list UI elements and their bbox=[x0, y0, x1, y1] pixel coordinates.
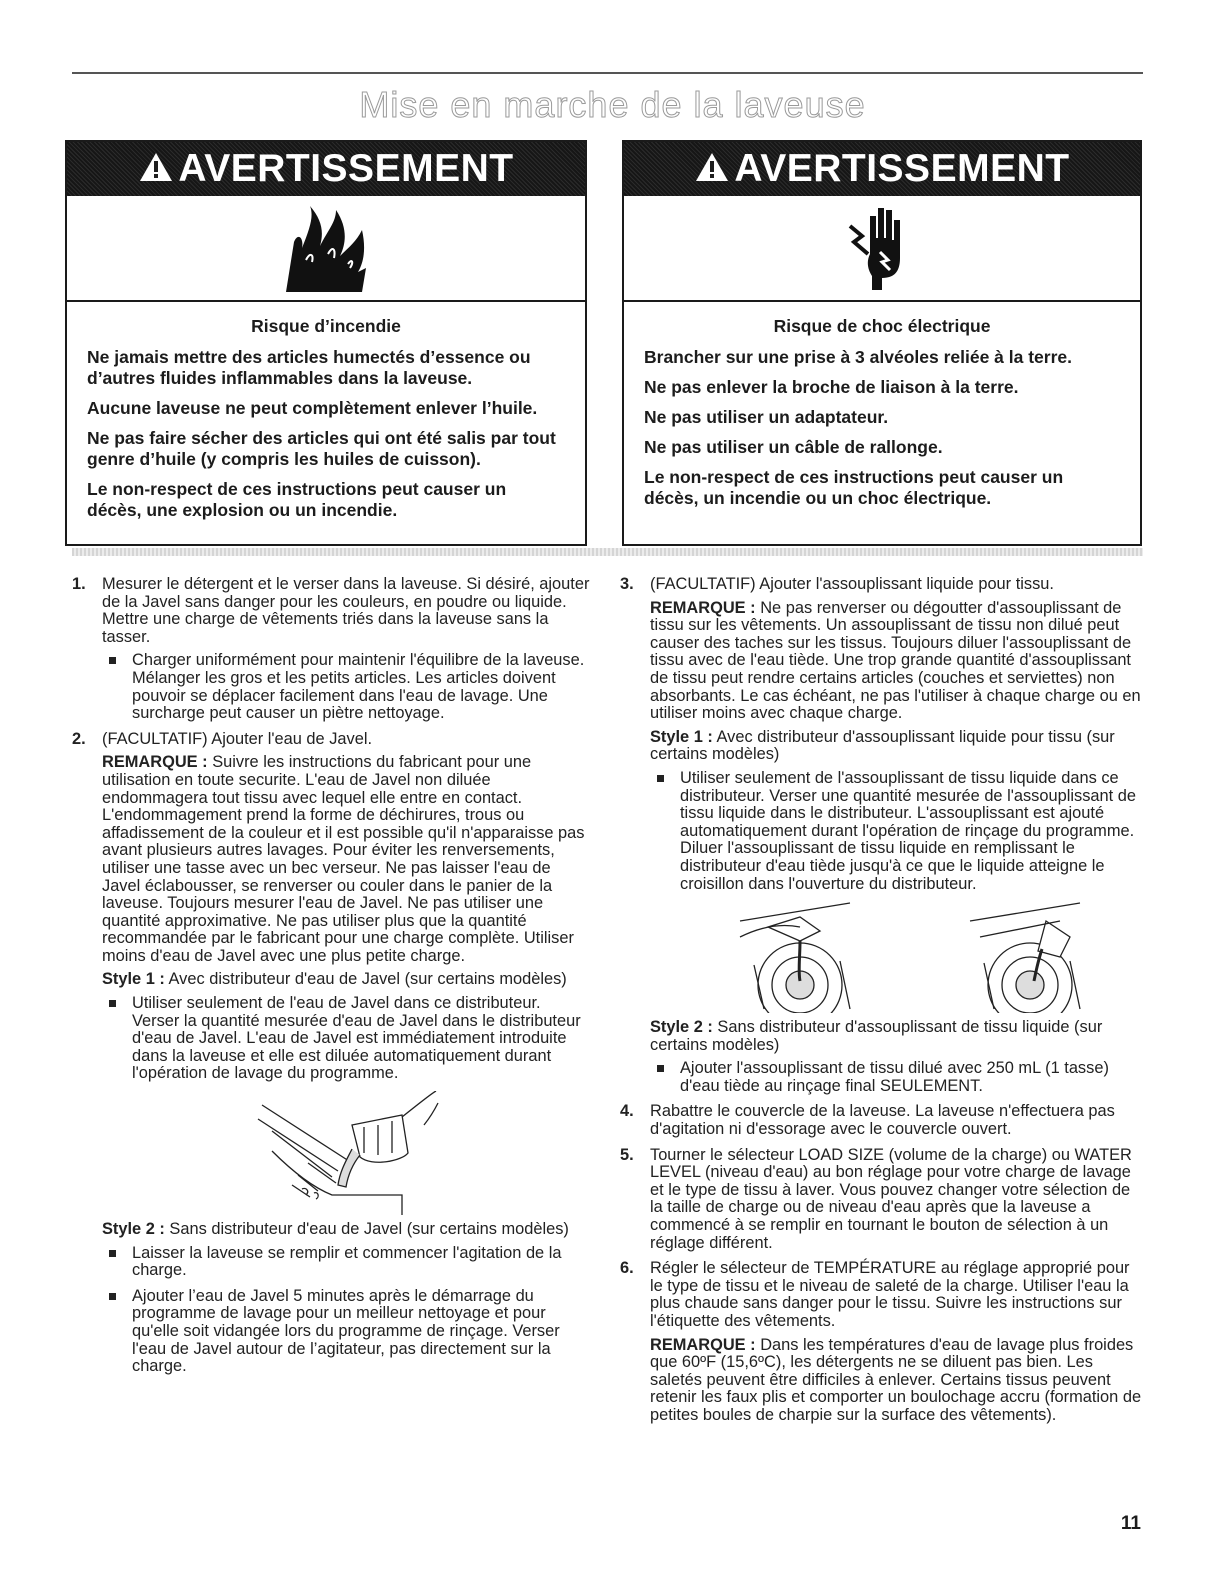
step-number: 3. bbox=[620, 575, 634, 593]
step-1 bbox=[72, 576, 592, 723]
style-1 bbox=[102, 971, 592, 989]
bullet-item bbox=[650, 770, 1146, 893]
warning-line: Le non-respect de ces instructions peut causer un décès, une explosion ou un incendie. bbox=[87, 479, 507, 520]
pouring-cup-illustration bbox=[102, 1091, 592, 1215]
page-number: 11 bbox=[1120, 1513, 1141, 1534]
bullet-square-icon bbox=[657, 775, 664, 782]
bullet-item bbox=[102, 1245, 592, 1280]
bullet-square-icon bbox=[657, 1065, 664, 1072]
bullet-text: Charger uniformément pour maintenir l'équilibre de la laveuse. Mélanger les gros et les petits articles. Les articles doivent pouvoir se déplacer facilement dans l'eau de lavage. Une surcharge peut causer un piètre nettoyage. bbox=[132, 651, 585, 723]
step-6 bbox=[620, 1260, 1146, 1424]
step-number: 4. bbox=[620, 1102, 634, 1121]
top-rule bbox=[72, 72, 1143, 74]
step-text: Tourner le sélecteur LOAD SIZE (volume de la charge) ou WATER LEVEL (niveau d'eau) au bon réglage pour votre charge de lavage et le type de tissu à laver. Vous pouvez changer votre sélection de la taille de charge ou de niveau d'eau après que la laveuse a commencé à se remplir en tournant le bouton de sélection à un réglage différent. bbox=[650, 1145, 1132, 1252]
bullet-square-icon bbox=[109, 1293, 116, 1300]
note-text: Dans les températures d'eau de lavage plus froides que 60ºF (15,6ºC), les détergents ne se diluent pas bien. Les saletés peuvent être difficiles à enlever. Certains tissus peuvent retenir les faux plis et comporter un boulochage accru (formation de petites boules de charpie sur la surface des vêtements). bbox=[650, 1335, 1142, 1424]
bullet-item bbox=[102, 1288, 592, 1376]
note-label: REMARQUE : bbox=[650, 598, 756, 617]
step-4 bbox=[620, 1103, 1146, 1138]
step-number: 2. bbox=[72, 729, 86, 748]
warning-header-text: AVERTISSEMENT bbox=[178, 147, 514, 190]
note-text: Suivre les instructions du fabricant pour une utilisation en toute securite. L'eau de Javel non diluée endommagera tout tissu avec lequel elle entre en contact. L'endommagement prend la forme de déchirures, trous ou affadissement de la couleur et il est possible qu'il n'apparaisse pas avant plusieurs autres lavages. Pour éviter les renversements, utiliser une tasse avec un bec verseur. Ne pas laisser l'eau de Javel éclabousser, se renverser ou couler dans le panier de la laveuse. Toujours mesurer l'eau de Javel. Ne pas utiliser une quantité approximative. Ne pas utiliser plus que la quantité recommandée par le fabricant pour une charge complète. Utiliser moins d'eau de Javel avec une plus petite charge. bbox=[102, 753, 585, 965]
style-text: Avec distributeur d'eau de Javel (sur certains modèles) bbox=[168, 970, 567, 989]
style-label: Style 1 : bbox=[650, 727, 713, 746]
shock-hazard-illustration bbox=[624, 196, 1140, 302]
style-2 bbox=[650, 1019, 1146, 1054]
electric-shock-warning-box bbox=[622, 140, 1142, 546]
bullet-item bbox=[650, 1060, 1146, 1095]
softener-dispenser-illustration bbox=[650, 901, 1146, 1013]
style-text: Sans distributeur d'eau de Javel (sur certains modèles) bbox=[169, 1220, 569, 1239]
warning-line: Ne pas utiliser un adaptateur. bbox=[644, 407, 889, 427]
style-label: Style 1 : bbox=[102, 970, 165, 989]
step-text: Rabattre le couvercle de la laveuse. La laveuse n'effectuera pas d'agitation ni d'essorage avec le couvercle ouvert. bbox=[650, 1102, 1115, 1139]
note-label: REMARQUE : bbox=[102, 753, 208, 772]
step-5 bbox=[620, 1147, 1146, 1253]
warning-line: Ne pas faire sécher des articles qui ont été salis par tout genre d’huile (y compris les huiles de cuisson). bbox=[87, 428, 556, 469]
step-number: 1. bbox=[72, 575, 86, 593]
section-separator bbox=[72, 548, 1143, 556]
warning-line: Ne pas utiliser un câble de rallonge. bbox=[644, 437, 943, 457]
note bbox=[650, 600, 1146, 723]
bullet-text: Utiliser seulement de l'eau de Javel dans ce distributeur. Verser la quantité mesurée d'eau de Javel dans le distributeur d'eau de Javel. L'eau de Javel est immédiatement introduite dans la laveuse et elle est diluée automatiquement durant l'opération de lavage du programme. bbox=[132, 994, 581, 1083]
warning-subtitle: Risque d’incendie bbox=[251, 316, 401, 336]
style-label: Style 2 : bbox=[650, 1018, 713, 1037]
step-number: 5. bbox=[620, 1145, 634, 1164]
warning-line: Le non-respect de ces instructions peut causer un décès, un incendie ou un choc électrique. bbox=[644, 467, 1064, 508]
style-label: Style 2 : bbox=[102, 1220, 165, 1239]
bullet-text: Laisser la laveuse se remplir et commencer l'agitation de la charge. bbox=[132, 1243, 562, 1280]
bullet-square-icon bbox=[109, 1000, 116, 1007]
bleach-dispenser-illustration bbox=[102, 1091, 592, 1215]
bullet-item bbox=[102, 652, 592, 722]
warning-line: Ne pas enlever la broche de liaison à la terre. bbox=[644, 377, 1019, 397]
page-title: Mise en marche de la laveuse bbox=[359, 84, 866, 125]
style-text: Sans distributeur d'assouplissant de tissu liquide (sur certains modèles) bbox=[650, 1018, 1103, 1054]
warning-header bbox=[67, 142, 585, 196]
bullet-text: Ajouter l’eau de Javel 5 minutes après le démarrage du programme de lavage pour un meilleur nettoyage et pour qu'elle soit vidangée lors du programme de rinçage. Verser l'eau de Javel autour de l’agitateur, pas directement sur la charge. bbox=[132, 1286, 560, 1376]
fire-hazard-illustration bbox=[67, 196, 585, 302]
style-1 bbox=[650, 729, 1146, 764]
warning-header-text: AVERTISSEMENT bbox=[734, 147, 1070, 190]
style-text: Avec distributeur d'assouplissant liquide pour tissu (sur certains modèles) bbox=[650, 727, 1115, 764]
step-number: 6. bbox=[620, 1259, 634, 1278]
bullet-text: Utiliser seulement de l'assouplissant de tissu liquide dans ce distributeur. Verser une quantité mesurée de l'assouplissant de tissu liquide dans le distributeur. L'assouplissant est ajouté automatiquement durant l'opération de rinçage du programme. Diluer l'assouplissant de tissu liquide en remplissant le distributeur d'eau tiède jusqu'à ce que le liquide atteigne le croisillon dans l'ouverture du distributeur. bbox=[680, 768, 1136, 893]
step-2 bbox=[72, 731, 592, 1376]
right-column bbox=[620, 576, 1146, 1433]
warning-line: Aucune laveuse ne peut complètement enlever l’huile. bbox=[87, 398, 538, 418]
bullet-item bbox=[102, 995, 592, 1083]
step-text: (FACULTATIF) Ajouter l'assouplissant liquide pour tissu. bbox=[650, 575, 1054, 593]
note-label: REMARQUE : bbox=[650, 1335, 756, 1354]
fire-icon bbox=[266, 202, 386, 294]
warning-subtitle: Risque de choc électrique bbox=[773, 316, 991, 336]
warning-header bbox=[624, 142, 1140, 196]
note bbox=[650, 1337, 1146, 1425]
step-3 bbox=[620, 576, 1146, 1095]
warning-triangle-icon bbox=[694, 144, 730, 198]
warning-triangle-icon bbox=[138, 144, 174, 198]
step-text: Régler le sélecteur de TEMPÉRATURE au réglage approprié pour le type de tissu et le niveau de saleté de la charge. Utiliser l'eau la plus chaude sans danger pour le tissu. Suivre les instructions sur l'étiquette des vêtements. bbox=[650, 1259, 1130, 1330]
left-column bbox=[72, 576, 592, 1384]
bullet-square-icon bbox=[109, 1250, 116, 1257]
fire-warning-box bbox=[65, 140, 587, 546]
bullet-square-icon bbox=[109, 657, 116, 664]
softener-pouring-illustration bbox=[650, 901, 1146, 1013]
electric-shock-hand-icon bbox=[842, 202, 922, 294]
step-text: Mesurer le détergent et le verser dans la laveuse. Si désiré, ajouter de la Javel sans danger pour les couleurs, en poudre ou liquide. Mettre une charge de vêtements triés dans la laveuse sans la tasser. bbox=[102, 575, 590, 646]
warning-line: Ne jamais mettre des articles humectés d’essence ou d’autres fluides inflammables dans la laveuse. bbox=[87, 347, 531, 388]
bullet-text: Ajouter l'assouplissant de tissu dilué avec 250 mL (1 tasse) d'eau tiède au rinçage final SEULEMENT. bbox=[680, 1059, 1109, 1095]
warning-line: Brancher sur une prise à 3 alvéoles reliée à la terre. bbox=[644, 347, 1073, 367]
note bbox=[102, 754, 592, 965]
step-text: (FACULTATIF) Ajouter l'eau de Javel. bbox=[102, 729, 373, 748]
style-2 bbox=[102, 1221, 592, 1239]
note-text: Ne pas renverser ou dégoutter d'assouplissant de tissu sur les vêtements. Un assouplissant de tissu non dilué peut causer des taches sur les tissus. Toujours diluer l'assouplissant de tissu avec de l'eau tiède. Une trop grande quantité d'assouplissant de tissu peut rendre certains articles (couches et serviettes) non absorbants. Le cas échéant, ne pas l'utiliser à chaque charge ou en utiliser moins avec chaque charge. bbox=[650, 598, 1141, 723]
